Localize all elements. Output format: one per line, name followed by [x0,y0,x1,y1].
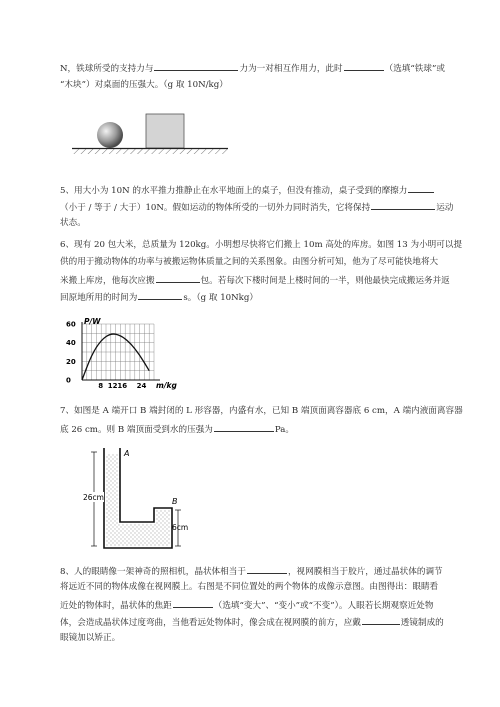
q4-text: “木块”）对桌面的压强大。（g 取 10N/kg） [60,80,228,90]
q6-text: 回原地所用的时间为 [60,293,138,303]
chart-x-tick-label: 8 [98,382,104,390]
q7-line-2 [60,423,294,436]
q4-text: （选填“铁球”或 [384,64,445,74]
label-b: B [172,497,178,506]
wooden-block [146,114,184,148]
q6-text: 供的用于搬动物体的功率与被搬运物体质量之间的关系图象。由图分析可知，他为了尽可能快地将大 [60,257,439,267]
q4-line-2 [60,80,228,91]
q4-blank-1[interactable] [154,62,238,71]
q6-text: 6、现有 20 包大米，总质量为 120kg。小明想尽快将它们搬上 10m 高处的库房。如图 13 为小明可以提 [60,240,463,250]
dim-26-label: 26cm [83,493,104,502]
power-mass-chart [62,318,182,390]
q5-text: 状态。 [60,218,86,228]
chart-y-label: P/W [84,318,101,326]
q6-line-2 [60,257,438,268]
q8-text: 近处的物体时，晶状体的焦距 [60,601,172,611]
chart-x-tick-label: 24 [136,382,147,390]
l-container-figure [80,446,210,556]
chart-x-label: m/kg [156,381,177,390]
q6-text: s。（g 取 10Nkg） [183,293,258,303]
q8-line-2 [60,582,438,593]
chart-x-tick-label: 16 [117,382,128,390]
q6-line-4 [60,291,258,304]
q6-blank-2[interactable] [138,291,182,300]
table-hatch [72,149,228,154]
q8-text: ，视网膜相当于胶片，通过晶状体的调节 [287,567,443,577]
q7-blank-1[interactable] [214,423,274,432]
label-a: A [124,449,130,458]
chart-x-tick-label: 12 [107,382,118,390]
q6-text: 米搬上库房，他每次应搬 [60,276,155,286]
q7-text: 7、如图是 A 端开口 B 端封闭的 L 形容器，内盛有水，已知 B 端顶面离容器底 6 cm，A 端内液面离容器 [60,406,463,416]
q8-blank-1[interactable] [247,565,287,574]
q5-line-3 [60,218,86,229]
q8-blank-3[interactable] [362,616,400,625]
q8-line-4 [60,616,444,629]
water-fill [106,454,170,546]
chart-y-tick-label: 0 [66,376,71,385]
q7-line-1 [60,406,463,417]
q5-line-2 [60,201,453,214]
q5-line-1 [60,184,435,197]
q7-text: Pa。 [274,425,294,435]
chart-y-tick-label: 20 [66,357,76,366]
q6-line-3 [60,274,450,287]
iron-ball [97,122,123,148]
chart-y-tick-label: 40 [66,339,76,348]
q5-blank-2[interactable] [371,201,435,210]
q4-line-1 [60,62,445,75]
q6-text: 包。若每次下楼时间是上楼时间的一半，则他最快完成搬运务并返 [200,276,450,286]
dim-6-label: 6cm [172,523,189,532]
q5-text: 运动 [436,203,454,213]
q4-text: 力为一对相互作用力，此时 [239,64,343,74]
q8-text: 眼镜加以矫正。 [60,633,121,643]
q8-line-3 [60,599,433,612]
q8-text: 透镜制成的 [400,618,444,628]
q8-line-1 [60,565,443,578]
q5-text: （小于 / 等于 / 大于）10N。假如运动的物体所受的一切外力同时消失，它将保持 [60,203,371,213]
q5-blank-1[interactable] [408,184,434,193]
q4-blank-2[interactable] [344,62,384,71]
q6-line-1 [60,240,462,251]
q7-text: 底 26 cm。则 B 端顶面受到水的压强为 [60,425,213,435]
q5-text: 5、用大小为 10N 的水平推力推静止在水平地面上的桌子，但没有推动，桌子受到的摩擦力 [60,186,408,196]
q8-text: （选填“变大”、“变小”或“不变”）。人眼若长期观察近处物 [213,601,434,611]
chart-y-tick-label: 60 [66,320,76,329]
q6-blank-1[interactable] [156,274,200,283]
q8-text: 将远近不同的物体成像在视网膜上。右图是不同位置处的两个物体的成像示意图。由图得出：眼睛看 [60,582,439,592]
q8-blank-2[interactable] [173,599,213,608]
ball-block-figure [70,108,230,160]
q8-line-5 [60,633,120,644]
q8-text: 体，会造成晶状体过度弯曲，当他看远处物体时，像会成在视网膜的前方，应戴 [60,618,361,628]
q8-text: 8、人的眼睛像一架神奇的照相机，晶状体相当于 [60,567,246,577]
q4-text: N，铁球所受的支持力与 [60,64,154,74]
